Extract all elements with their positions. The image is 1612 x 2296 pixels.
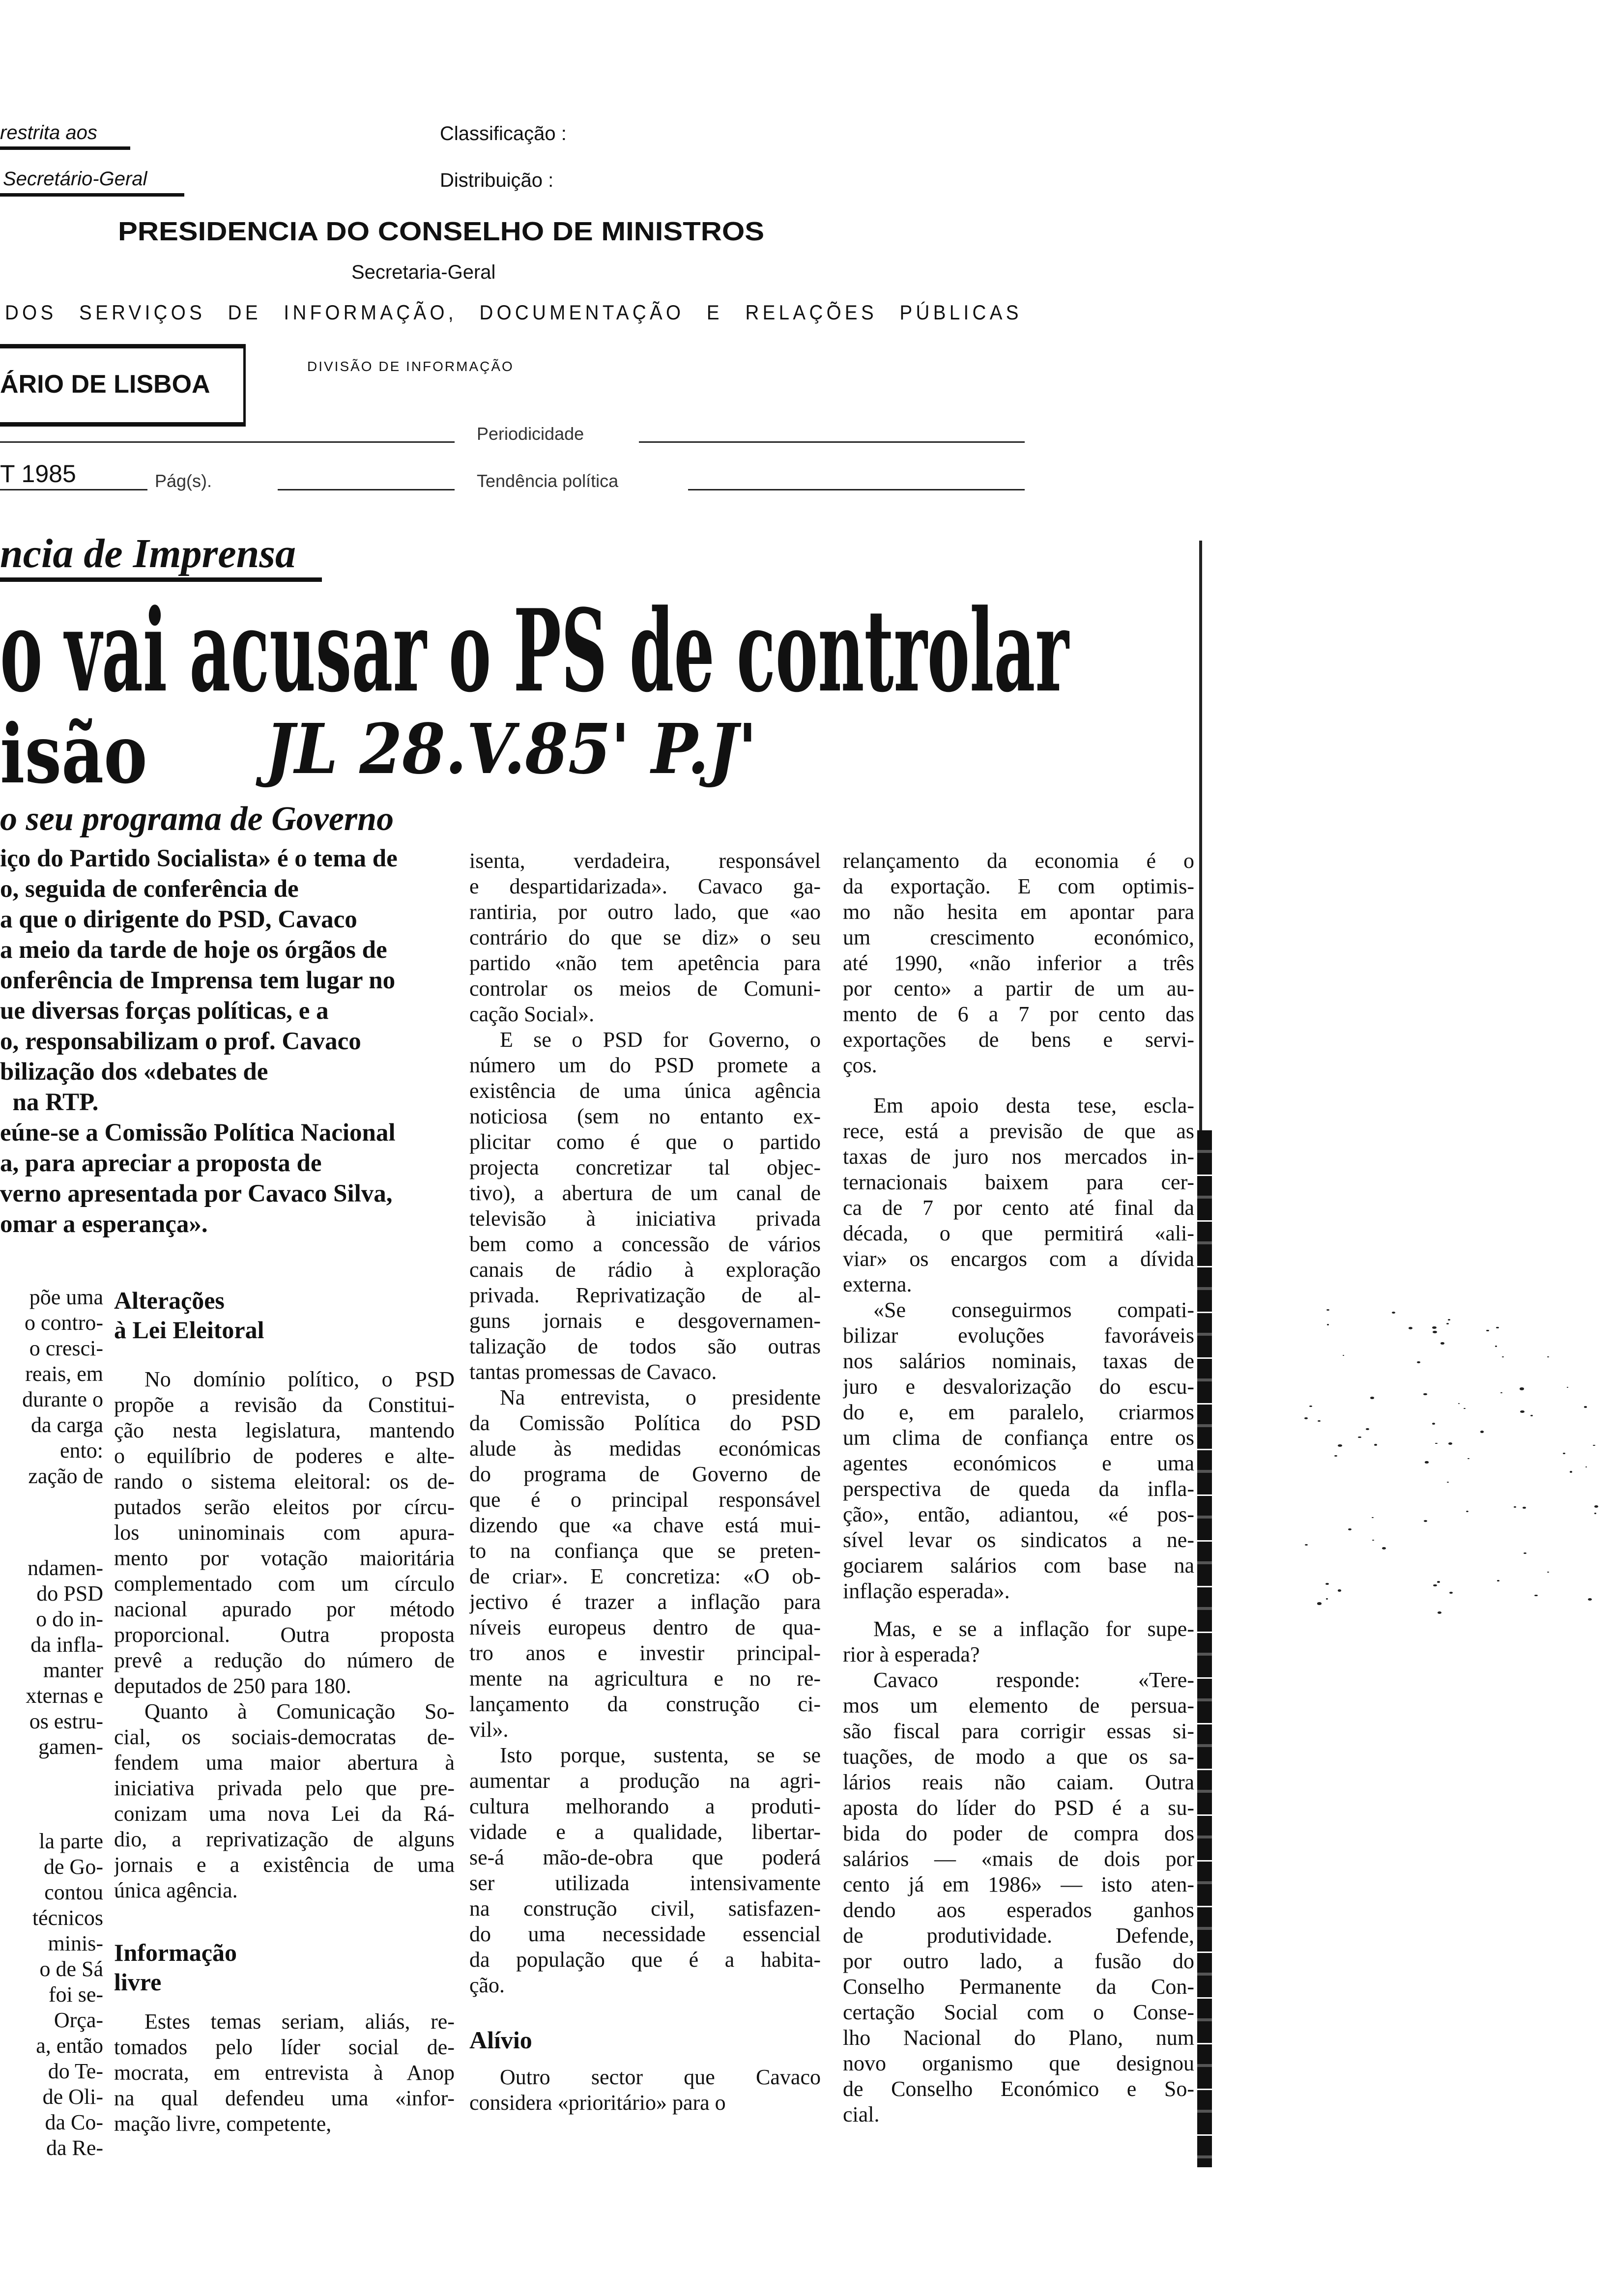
scan-noise: [1448, 1319, 1450, 1320]
text-line: aposta do líder do PSD é a su-: [843, 1796, 1194, 1820]
text-line: vidade e a qualidade, libertar-: [469, 1820, 821, 1844]
scan-noise: [1524, 1552, 1526, 1554]
text-line: na qual defendeu uma «infor-: [114, 2086, 455, 2110]
subheadline: o seu programa de Governo: [0, 800, 394, 838]
text-line: ção.: [469, 1973, 505, 1997]
lead-line: omar a esperança».: [0, 1210, 208, 1238]
text-line: número um do PSD promete a: [469, 1053, 821, 1077]
text-line: reais, em: [25, 1362, 103, 1386]
text-line: tantas promessas de Cavaco.: [469, 1360, 717, 1384]
subheading-line: Alívio: [469, 2026, 532, 2054]
text-line: ser utilizada intensivamente: [469, 1871, 821, 1895]
paragraph: [114, 2009, 455, 2137]
scan-noise: [1309, 1406, 1312, 1407]
pages-label: Pág(s).: [155, 471, 212, 491]
scan-noise: [1338, 1589, 1341, 1591]
scan-noise: [1468, 1458, 1469, 1459]
text-line: minis-: [48, 1931, 103, 1955]
scan-noise: [1425, 1461, 1428, 1463]
text-line: ção», então, adiantou, «é pos-: [843, 1502, 1194, 1526]
text-line: gociarem salários com base na: [843, 1553, 1194, 1578]
paragraph: [843, 1667, 1194, 2127]
text-line: Orça-: [54, 2008, 103, 2032]
scan-noise: [1437, 1581, 1440, 1583]
date-line: [0, 489, 147, 490]
handwritten-note: JL 28.V.85' P.J': [265, 709, 757, 790]
text-line: Estes temas seriam, aliás, re-: [144, 2009, 455, 2034]
text-line: Quanto à Comunicação So-: [144, 1699, 455, 1723]
text-line: bem como a concessão de vários: [469, 1232, 821, 1256]
scan-noise: [1594, 1505, 1598, 1508]
scan-noise: [1366, 1428, 1369, 1430]
scan-noise: [1446, 1323, 1449, 1324]
subheading-line: Informação: [114, 1939, 237, 1966]
text-line: da Re-: [46, 2136, 103, 2160]
text-line: lho Nacional do Plano, num: [843, 2026, 1194, 2050]
scan-noise: [1594, 1513, 1596, 1514]
paragraph: [469, 848, 821, 1027]
scan-noise: [1318, 1420, 1321, 1422]
text-line: existência de uma única agência: [469, 1079, 821, 1103]
scan-noise: [1326, 1598, 1328, 1600]
political-tendency-line: [688, 489, 1025, 490]
division-label: DIVISÃO DE INFORMAÇÃO: [307, 359, 514, 374]
text-line: cento já em 1986» — isto aten-: [843, 1872, 1194, 1896]
underline: [0, 193, 184, 197]
scan-noise: [1563, 1453, 1565, 1454]
paragraph: [843, 848, 1194, 1078]
scan-noise: [1534, 1595, 1537, 1597]
institution-title: PRESIDENCIA DO CONSELHO DE MINISTROS: [118, 217, 765, 246]
text-line: Conselho Permanente da Con-: [843, 1975, 1194, 1999]
lead-line: iço do Partido Socialista» é o tema de: [0, 845, 398, 872]
text-line: um crescimento económico,: [843, 925, 1194, 949]
text-line: zação de: [28, 1464, 103, 1488]
text-line: e despartidarizada». Cavaco ga-: [469, 874, 821, 898]
text-line: de produtividade. Defende,: [843, 1923, 1194, 1948]
subheading-line: livre: [114, 1968, 162, 1996]
text-line: mos um elemento de persua-: [843, 1693, 1194, 1718]
text-line: são fiscal para corrigir essas si-: [843, 1719, 1194, 1743]
newspaper-stamp: ÁRIO DE LISBOA: [0, 370, 210, 399]
text-line: mo não hesita em apontar para: [843, 900, 1194, 924]
text-line: tro anos e investir principal-: [469, 1641, 821, 1665]
text-line: novo organismo que designou: [843, 2051, 1194, 2075]
text-line: conizam uma nova Lei da Rá-: [114, 1802, 455, 1826]
text-line: sível levar os sindicatos a ne-: [843, 1528, 1194, 1552]
text-line: jornais e a existência de uma: [114, 1853, 455, 1877]
scan-noise: [1423, 1393, 1427, 1396]
text-line: da Comissão Política do PSD: [469, 1411, 821, 1435]
paragraph: [843, 1616, 1194, 1667]
scan-noise: [1358, 1436, 1361, 1438]
text-line: ento:: [60, 1438, 103, 1463]
pages-line: [278, 489, 455, 490]
text-line: deputados de 250 para 180.: [114, 1674, 351, 1698]
scan-noise: [1448, 1442, 1452, 1445]
periodicity-label: Periodicidade: [477, 424, 584, 444]
text-line: do programa de Governo de: [469, 1462, 821, 1486]
distribution-label: Distribuição :: [440, 170, 554, 191]
scan-noise: [1514, 1506, 1516, 1508]
text-line: o equilíbrio de poderes e alte-: [114, 1444, 455, 1468]
text-line: rando o sistema eleitoral: os de-: [114, 1469, 455, 1493]
text-line: lançamento da construção ci-: [469, 1692, 821, 1716]
scan-noise: [1486, 1330, 1489, 1331]
text-line: complementado com um círculo: [114, 1572, 455, 1596]
paragraph: [114, 1367, 455, 1699]
scan-noise: [1447, 1482, 1449, 1483]
text-line: putados serão eleitos por círcu-: [114, 1495, 455, 1519]
text-line: guns jornais e desgovernamen-: [469, 1309, 821, 1333]
political-tendency-label: Tendência política: [477, 471, 619, 491]
text-line: partido «não tem apetência para: [469, 951, 821, 975]
scan-noise: [1464, 1408, 1466, 1409]
scan-noise: [1372, 1517, 1374, 1518]
text-line: inflação esperada».: [843, 1579, 1010, 1603]
section-label: ncia de Imprensa: [0, 531, 296, 576]
text-line: salários — «mais de dois por: [843, 1847, 1194, 1871]
scan-noise: [1570, 1471, 1573, 1472]
text-line: propõe a revisão da Constitui-: [114, 1393, 455, 1417]
scan-noise: [1520, 1410, 1525, 1413]
text-line: mento de 6 a 7 por cento das: [843, 1002, 1194, 1026]
scan-noise: [1304, 1417, 1308, 1419]
text-line: lários reais não caiam. Outra: [843, 1770, 1194, 1794]
scan-noise: [1495, 1346, 1497, 1347]
text-line: contrário do que se diz» o seu: [469, 925, 821, 949]
text-line: cação Social».: [469, 1002, 595, 1026]
text-line: Outro sector que Cavaco: [500, 2065, 821, 2089]
text-line: manter: [43, 1658, 103, 1682]
text-line: até 1990, «não inferior a três: [843, 951, 1194, 975]
subheading-line: à Lei Eleitoral: [114, 1316, 264, 1344]
text-line: mação livre, competente,: [114, 2112, 332, 2136]
scan-edge: [1199, 541, 1202, 1130]
text-line: década, o que permitirá «ali-: [843, 1221, 1194, 1245]
scan-noise: [1343, 1355, 1344, 1356]
headline-line1: o vai acusar o PS de controlar: [0, 585, 1069, 718]
text-line: fendem uma maior abertura à: [114, 1751, 455, 1775]
scan-noise: [1433, 1331, 1437, 1333]
text-line: cial.: [843, 2102, 880, 2126]
text-line: da carga: [31, 1413, 103, 1437]
article-column-1: [0, 1285, 103, 2161]
text-line: nacional apurado por método: [114, 1597, 455, 1621]
article-column-3: [469, 848, 821, 2116]
text-line: relançamento da economia é o: [843, 849, 1194, 873]
scan-noise: [1382, 1547, 1386, 1550]
secretariat-label: Secretaria-Geral: [351, 261, 496, 283]
text-line: da Co-: [45, 2110, 103, 2134]
scan-edge-dark: [1197, 1130, 1212, 2167]
scan-noise: [1530, 1415, 1533, 1416]
text-line: de Oli-: [42, 2085, 103, 2109]
lead-line: bilização dos «debates de: [0, 1058, 268, 1086]
classification-label: Classificação :: [440, 123, 567, 144]
text-line: da infla-: [30, 1633, 103, 1657]
scan-noise: [1348, 1528, 1352, 1530]
text-line: tivo), a abertura de um canal de: [469, 1181, 821, 1205]
text-line: ção nesta legislatura, mantendo: [114, 1418, 455, 1442]
text-line: por outro lado, a fusão do: [843, 1949, 1194, 1973]
headline-line2: isão: [0, 706, 147, 802]
text-line: mento por votação maioritária: [114, 1546, 455, 1570]
text-line: durante o: [22, 1387, 103, 1411]
text-line: xternas e: [26, 1684, 103, 1708]
article-column-4: [843, 848, 1194, 2127]
text-line: controlar os meios de Comuni-: [469, 976, 821, 1001]
text-line: aumentar a produção na agri-: [469, 1769, 821, 1793]
scan-noise: [1334, 1455, 1337, 1457]
paragraph: [0, 1285, 103, 1489]
scan-noise: [1584, 1406, 1587, 1407]
text-line: No domínio político, o PSD: [144, 1367, 455, 1391]
scan-noise: [1433, 1584, 1437, 1586]
text-line: televisão à iniciativa privada: [469, 1206, 821, 1231]
scan-noise: [1317, 1602, 1322, 1605]
text-line: Mas, e se a inflação for supe-: [873, 1617, 1194, 1641]
text-line: nos salários nominais, taxas de: [843, 1349, 1194, 1373]
text-line: técnicos: [32, 1906, 103, 1930]
lead-line: na RTP.: [0, 1089, 99, 1116]
restricted-access-line1: restrita aos: [0, 122, 97, 144]
text-line: taxas de juro nos mercados in-: [843, 1145, 1194, 1169]
lead-line: a, para apreciar a proposta de: [0, 1149, 322, 1177]
text-line: rior à esperada?: [843, 1642, 980, 1666]
text-line: to na confiança que se preten-: [469, 1539, 821, 1563]
restricted-access-line2: Secretário-Geral: [3, 168, 147, 190]
paragraph: [114, 1699, 455, 1903]
scan-noise: [1567, 1387, 1568, 1388]
scan-noise: [1496, 1327, 1499, 1329]
lead-line: onferência de Imprensa tem lugar no: [0, 967, 396, 994]
text-line: os estru-: [29, 1709, 103, 1733]
text-line: Cavaco responde: «Tere-: [873, 1668, 1194, 1692]
scan-noise: [1588, 1598, 1592, 1601]
underline: [0, 146, 130, 150]
text-line: bilizar evoluções favoráveis: [843, 1323, 1194, 1348]
text-line: los uninominais com apura-: [114, 1521, 455, 1545]
text-line: um clima de confiança entre os: [843, 1426, 1194, 1450]
text-line: cultura melhorando a produti-: [469, 1794, 821, 1818]
services-label: DOS SERVIÇOS DE INFORMAÇÃO, DOCUMENTAÇÃO E RELAÇÕES PÚBLICAS: [5, 301, 1022, 324]
lead-line: o, seguida de conferência de: [0, 875, 299, 903]
text-line: isenta, verdadeira, responsável: [469, 849, 821, 873]
text-line: única agência.: [114, 1878, 238, 1902]
text-line: ndamen-: [28, 1556, 103, 1580]
text-line: o contro-: [24, 1311, 103, 1335]
text-line: talização de todos são outras: [469, 1334, 821, 1358]
text-line: plicitar como é que o partido: [469, 1130, 821, 1154]
scan-noise: [1409, 1327, 1412, 1329]
text-line: considera «prioritário» para o: [469, 2091, 726, 2115]
text-line: viar» os encargos com a dívida: [843, 1247, 1194, 1271]
text-line: jectivo é trazer a inflação para: [469, 1590, 821, 1614]
scan-noise: [1449, 1592, 1453, 1594]
text-line: noticiosa (sem no entanto ex-: [469, 1104, 821, 1128]
text-line: Em apoio desta tese, escla-: [873, 1093, 1194, 1118]
text-line: de Go-: [44, 1855, 103, 1879]
paragraph: [843, 1297, 1194, 1604]
text-line: perspectiva de queda da infla-: [843, 1477, 1194, 1501]
lead-line: a que o dirigente do PSD, Cavaco: [0, 906, 357, 933]
text-line: projecta concretizar tal objec-: [469, 1155, 821, 1179]
paragraph: [0, 1555, 103, 1760]
scan-noise: [1424, 1520, 1427, 1522]
subheading: [469, 2025, 821, 2055]
text-line: alude às medidas económicas: [469, 1436, 821, 1461]
text-line: iniciativa privada pelo que pre-: [114, 1776, 455, 1800]
text-line: gamen-: [38, 1735, 103, 1759]
text-line: ços.: [843, 1053, 877, 1077]
text-line: o de Sá: [39, 1957, 103, 1981]
periodicity-line: [639, 441, 1025, 443]
scan-noise: [1480, 1431, 1484, 1433]
scan-noise: [1326, 1309, 1329, 1311]
article-column-2: [114, 1286, 455, 2137]
scan-noise: [1392, 1312, 1395, 1314]
text-line: «Se conseguirmos compati-: [873, 1298, 1194, 1322]
text-line: dizendo que «a chave está mui-: [469, 1513, 821, 1537]
subheading: [114, 1286, 455, 1345]
text-line: cial, os sociais-democratas de-: [114, 1725, 455, 1749]
section-underline: [0, 577, 322, 582]
text-line: externa.: [843, 1272, 912, 1296]
text-line: da exportação. E com optimis-: [843, 874, 1194, 898]
scan-noise: [1432, 1326, 1437, 1329]
scan-noise: [1466, 1511, 1468, 1512]
text-line: por cento» a partir de um au-: [843, 976, 1194, 1001]
text-line: de Conselho Económico e So-: [843, 2077, 1194, 2101]
scan-noise: [1372, 1540, 1374, 1541]
lead-line: o, responsabilizam o prof. Cavaco: [0, 1028, 361, 1055]
text-line: do e, em paralelo, criarmos: [843, 1400, 1194, 1424]
lead-line: a meio da tarde de hoje os órgãos de: [0, 936, 387, 964]
text-line: da população que é a habita-: [469, 1948, 821, 1972]
text-line: dendo aos esperados ganhos: [843, 1898, 1194, 1922]
text-line: privada. Reprivatização de al-: [469, 1283, 821, 1307]
scan-noise: [1305, 1544, 1308, 1546]
text-line: prevê a redução do número de: [114, 1648, 455, 1672]
lead-paragraph: [0, 843, 452, 1239]
text-line: do PSD: [36, 1581, 103, 1606]
scan-noise: [1338, 1444, 1342, 1447]
scan-noise: [1438, 1611, 1441, 1614]
paragraph: [0, 1829, 103, 2161]
lead-line: eúne-se a Comissão Política Nacional: [0, 1119, 396, 1147]
text-line: proporcional. Outra proposta: [114, 1623, 455, 1647]
scan-noise: [1327, 1324, 1329, 1325]
text-line: juro e desvalorização do escu-: [843, 1375, 1194, 1399]
text-line: agentes económicos e uma: [843, 1451, 1194, 1475]
text-line: o do in-: [36, 1607, 103, 1631]
date-stamp: T 1985: [0, 460, 76, 488]
scan-noise: [1458, 1403, 1460, 1404]
text-line: certação Social com o Conse-: [843, 2000, 1194, 2024]
scan-noise: [1585, 1466, 1587, 1467]
text-line: foi se-: [48, 1982, 103, 2007]
text-line: ca de 7 por cento até final da: [843, 1196, 1194, 1220]
text-line: tuações, de modo a que os sa-: [843, 1745, 1194, 1769]
text-line: dio, a reprivatização de alguns: [114, 1827, 455, 1851]
text-line: contou: [44, 1880, 103, 1904]
text-line: E se o PSD for Governo, o: [500, 1028, 821, 1052]
text-line: põe uma: [29, 1285, 103, 1309]
text-line: de criar». E concretiza: «O ob-: [469, 1564, 821, 1588]
text-line: vil».: [469, 1718, 509, 1742]
text-line: mente na agricultura e no re-: [469, 1666, 821, 1691]
text-line: níveis europeus dentro de qua-: [469, 1615, 821, 1639]
scan-noise: [1440, 1342, 1444, 1345]
text-line: Isto porque, sustenta, se se: [500, 1743, 821, 1767]
paragraph: [469, 1743, 821, 1998]
text-line: Na entrevista, o presidente: [500, 1385, 821, 1409]
scan-noise: [1502, 1356, 1504, 1358]
paragraph: [843, 1093, 1194, 1297]
text-line: se-á mão-de-obra que poderá: [469, 1845, 821, 1869]
form-line: [0, 441, 455, 443]
text-line: bida do poder de compra dos: [843, 1821, 1194, 1845]
text-line: mocrata, em entrevista à Anop: [114, 2061, 455, 2085]
scan-noise: [1593, 1445, 1595, 1446]
scan-noise: [1523, 1507, 1526, 1509]
scan-noise: [1417, 1361, 1420, 1363]
lead-line: ue diversas forças políticas, e a: [0, 997, 329, 1025]
scan-noise: [1325, 1583, 1329, 1585]
scan-noise: [1432, 1423, 1435, 1425]
text-line: ternacionais baixem para cer-: [843, 1170, 1194, 1194]
scan-noise: [1497, 1580, 1499, 1581]
subheading-line: Alterações: [114, 1287, 225, 1314]
text-line: do uma necessidade essencial: [469, 1922, 821, 1946]
text-line: na construção civil, satisfazen-: [469, 1896, 821, 1921]
scan-noise: [1435, 1443, 1438, 1444]
lead-line: verno apresentada por Cavaco Silva,: [0, 1180, 393, 1207]
paragraph: [469, 2065, 821, 2116]
text-line: a, então: [36, 2034, 103, 2058]
paragraph: [469, 1385, 821, 1743]
scan-noise: [1370, 1397, 1374, 1399]
text-line: do Te-: [48, 2059, 103, 2083]
text-line: o cresci-: [29, 1336, 103, 1360]
scan-noise: [1547, 1572, 1549, 1573]
text-line: canais de rádio à exploração: [469, 1258, 821, 1282]
text-line: tomados pelo líder social de-: [114, 2035, 455, 2059]
scan-noise: [1374, 1444, 1377, 1446]
text-line: rantiria, por outro lado, que «ao: [469, 900, 821, 924]
text-line: exportações de bens e servi-: [843, 1028, 1194, 1052]
text-line: rece, está a previsão de que as: [843, 1119, 1194, 1143]
scan-noise: [1547, 1356, 1549, 1357]
text-line: que é o principal responsável: [469, 1488, 821, 1512]
paragraph: [469, 1027, 821, 1385]
text-line: la parte: [39, 1829, 103, 1853]
scan-noise: [1500, 1392, 1502, 1393]
scan-noise: [1520, 1387, 1524, 1390]
subheading: [114, 1938, 455, 1997]
